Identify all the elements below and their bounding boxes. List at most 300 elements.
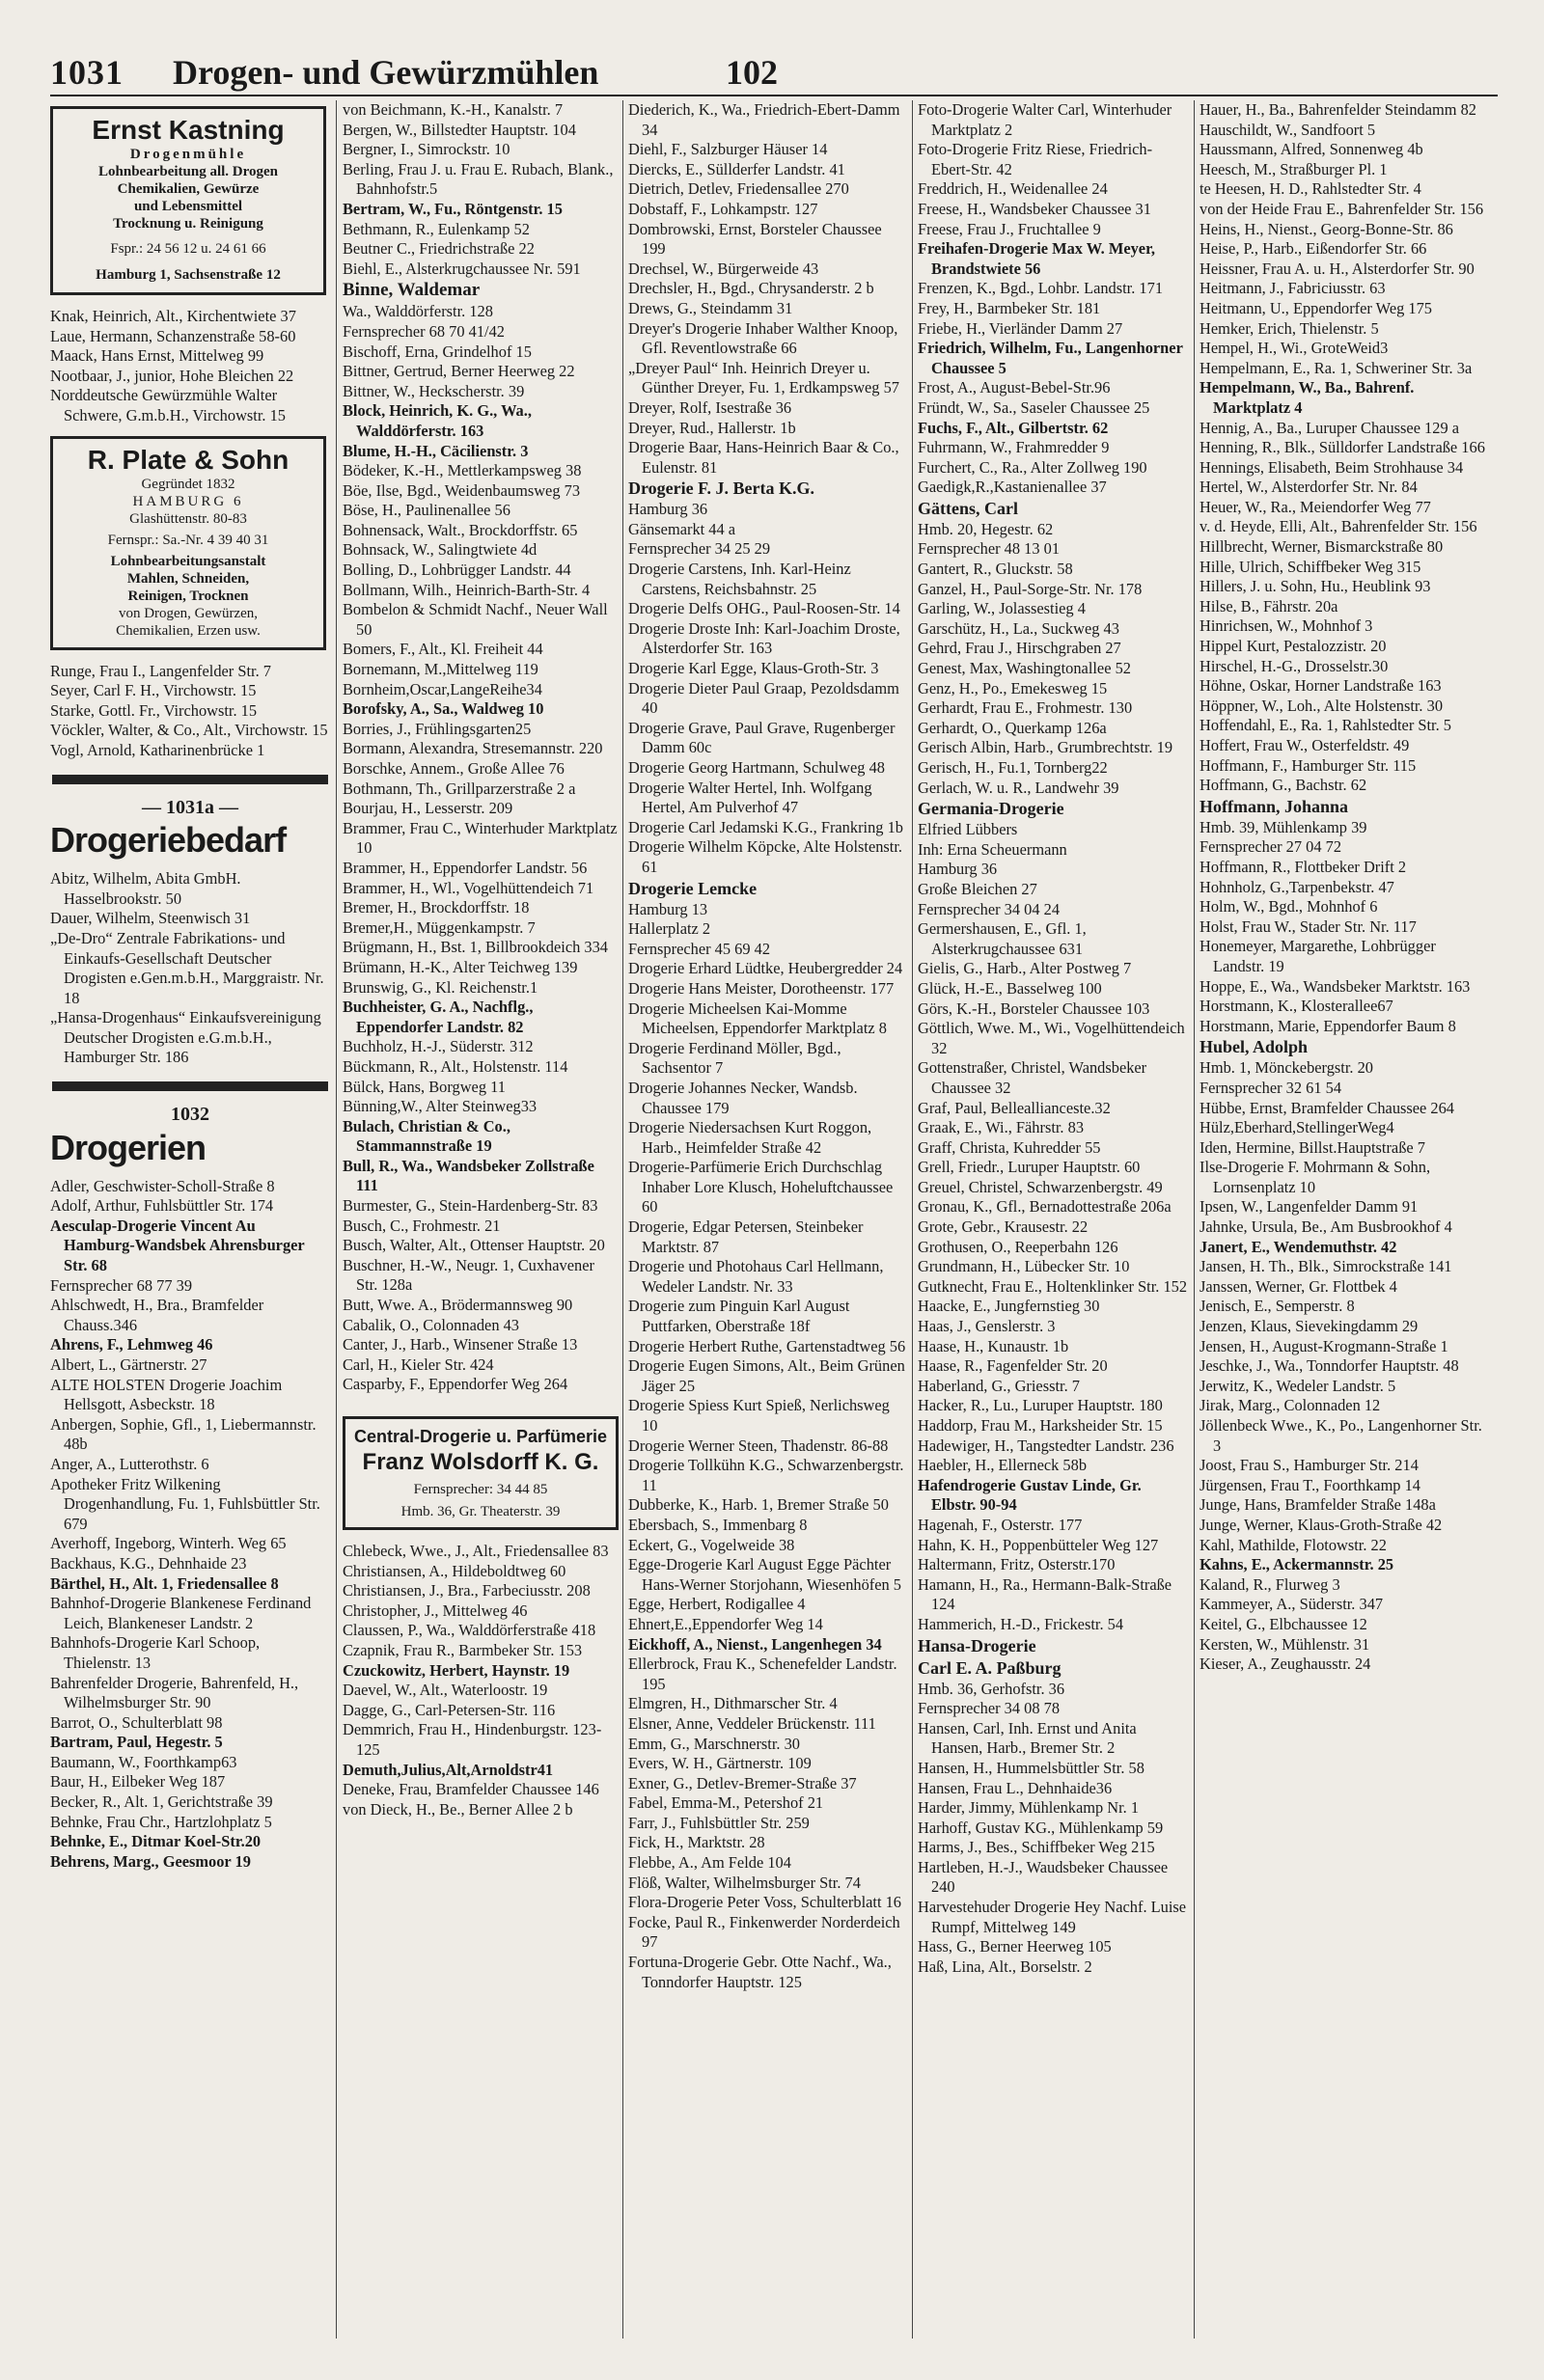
list-item: Drogerie Johannes Necker, Wandsb. Chaussee 179 (628, 1078, 858, 1117)
list-item: Bergen, W., Billstedter Hauptstr. 104 (343, 120, 576, 139)
list-item: Borschke, Annem., Große Allee 76 (343, 759, 565, 778)
list-item: Ganzel, H., Paul-Sorge-Str. Nr. 178 (918, 579, 1143, 598)
list-item: Glück, H.-E., Basselweg 100 (918, 978, 1102, 998)
list-item: Drogerie Karl Egge, Klaus-Groth-Str. 3 (628, 659, 879, 678)
list-item: Hoffmann, G., Bachstr. 62 (1199, 776, 1367, 795)
entry-list-1a (50, 307, 330, 426)
page-number: 102 (726, 53, 778, 92)
list-item: „Dreyer Paul“ Inh. Heinrich Dreyer u. Günther Dreyer, Fu. 1, Erdkampsweg 57 (628, 358, 899, 397)
list-item: Block, Heinrich, K. G., Wa., Walddörferstr. 163 (343, 401, 532, 440)
list-item: Hoffmann, R., Flottbeker Drift 2 (1199, 857, 1407, 876)
list-item: Eickhoff, A., Nienst., Langenhegen 34 (628, 1634, 882, 1654)
list-item: Dubberke, K., Harb. 1, Bremer Straße 50 (628, 1495, 889, 1515)
entry-list-2a (343, 100, 619, 1395)
list-item: Hemker, Erich, Thielenstr. 5 (1199, 318, 1379, 338)
list-item: Kersten, W., Mühlenstr. 31 (1199, 1634, 1370, 1654)
category-number: 1031 (50, 53, 124, 92)
list-item: Hamburg 13 (628, 899, 708, 918)
list-item: Haltermann, Fritz, Osterstr.170 (918, 1555, 1116, 1574)
list-item: Drogerie Lemcke (628, 878, 758, 898)
list-item: v. d. Heyde, Elli, Alt., Bahrenfelder Str. 156 (1199, 517, 1477, 536)
list-item: Hauschildt, W., Sandfoort 5 (1199, 120, 1376, 139)
list-item: Freese, H., Wandsbeker Chaussee 31 (918, 199, 1151, 218)
ad-street: Glashüttenstr. 80-83 (129, 510, 247, 527)
list-item: Hilse, B., Fährstr. 20a (1199, 596, 1338, 616)
list-item: Heitmann, J., Fabriciusstr. 63 (1199, 279, 1386, 298)
list-item: Hippel Kurt, Pestalozzistr. 20 (1199, 637, 1387, 656)
list-item: Starke, Gottl. Fr., Virchowstr. 15 (50, 700, 258, 720)
list-item: Fernsprecher 68 70 41/42 (343, 321, 505, 341)
list-item: Grothusen, O., Reeperbahn 126 (918, 1237, 1118, 1256)
list-item: Genz, H., Po., Emekesweg 15 (918, 678, 1108, 698)
ad-line: und Lebensmittel (133, 199, 243, 214)
ad-phone: Fernspr.: Sa.-Nr. 4 39 40 31 (107, 532, 269, 548)
list-item: Fick, H., Marktstr. 28 (628, 1833, 765, 1852)
list-item: Böse, H., Paulinenallee 56 (343, 501, 510, 520)
list-item: Czapnik, Frau R., Barmbeker Str. 153 (343, 1640, 583, 1659)
list-item: Foto-Drogerie Fritz Riese, Friedrich-Ebert-Str. 42 (918, 140, 1153, 178)
list-item: Elsner, Anne, Veddeler Brückenstr. 111 (628, 1713, 876, 1733)
ad-title: R. Plate & Sohn (87, 444, 290, 475)
list-item: Brammer, H., Wl., Vogelhüttendeich 71 (343, 878, 594, 897)
ad-line: Chemikalien, Gewürze (117, 181, 260, 197)
list-item: Hafendrogerie Gustav Linde, Gr. Elbstr. 90-94 (918, 1475, 1142, 1515)
list-item: Flebbe, A., Am Felde 104 (628, 1853, 791, 1873)
list-item: Haas, J., Genslerstr. 3 (918, 1317, 1056, 1336)
list-item: Apotheker Fritz Wilkening Drogenhandlung, Fu. 1, Fuhlsbüttler Str. 679 (50, 1474, 320, 1533)
ad-line: Mahlen, Schneiden, (126, 570, 250, 587)
list-item: Bothmann, Th., Grillparzerstraße 2 a (343, 779, 576, 798)
list-item: Hennings, Elisabeth, Beim Strohhause 34 (1199, 457, 1464, 477)
list-item: Haacke, E., Jungfernstieg 30 (918, 1297, 1100, 1316)
list-item: Harder, Jimmy, Mühlenkamp Nr. 1 (918, 1798, 1140, 1818)
list-item: Bittner, W., Heckscherstr. 39 (343, 381, 525, 400)
list-item: Freddrich, H., Weidenallee 24 (918, 179, 1108, 199)
list-item: Inh: Erna Scheuermann (918, 839, 1067, 859)
list-item: Höppner, W., Loh., Alte Holstenstr. 30 (1199, 696, 1444, 715)
list-item: Vöckler, Walter, & Co., Alt., Virchowstr. 15 (50, 721, 328, 740)
list-item: Harhoff, Gustav KG., Mühlenkamp 59 (918, 1818, 1164, 1837)
list-item: Bremer, H., Brockdorffstr. 18 (343, 898, 530, 917)
list-item: Böe, Ilse, Bgd., Weidenbaumsweg 73 (343, 480, 581, 500)
list-item: Jerwitz, K., Wedeler Landstr. 5 (1199, 1376, 1396, 1395)
list-item: Bomers, F., Alt., Kl. Freiheit 44 (343, 640, 543, 659)
list-item: Brümann, H.-K., Alter Teichweg 139 (343, 957, 578, 976)
list-item: Graf, Paul, Belleallianceste.32 (918, 1098, 1111, 1117)
list-item: Holm, W., Bgd., Mohnhof 6 (1199, 897, 1378, 916)
list-item: Haussmann, Alfred, Sonnenweg 4b (1199, 140, 1423, 159)
list-item: Hmb. 36, Gerhofstr. 36 (918, 1679, 1065, 1698)
list-item: Runge, Frau I., Langenfelder Str. 7 (50, 661, 271, 680)
list-item: Dagge, G., Carl-Petersen-Str. 116 (343, 1700, 556, 1719)
list-item: Janert, E., Wendemuthstr. 42 (1199, 1237, 1397, 1256)
list-item: Friebe, H., Vierländer Damm 27 (918, 318, 1123, 338)
list-item: Norddeutsche Gewürzmühle Walter Schwere, G.m.b.H., Virchowstr. 15 (50, 386, 286, 424)
section-bar (52, 1081, 328, 1091)
list-item: Butt, Wwe. A., Brödermannsweg 90 (343, 1296, 573, 1315)
list-item: Binne, Waldemar (343, 280, 481, 301)
list-item: Hempelmann, E., Ra. 1, Schweriner Str. 3a (1199, 358, 1473, 377)
entry-list-3 (628, 100, 908, 1992)
list-item: Adolf, Arthur, Fuhlsbüttler Str. 174 (50, 1196, 274, 1216)
ad-line: Chemikalien, Erzen usw. (116, 622, 261, 639)
list-item: Chlebeck, Wwe., J., Alt., Friedensallee 83 (343, 1542, 609, 1560)
entry-list-4 (918, 100, 1190, 1977)
list-item: Drogerie-Parfümerie Erich Durchschlag Inhaber Lore Klusch, Hoheluftchaussee 60 (628, 1158, 894, 1217)
list-item: Haebler, H., Ellerneck 58b (918, 1456, 1088, 1475)
list-item: Joost, Frau S., Hamburger Str. 214 (1199, 1456, 1419, 1475)
list-item: Hansen, Carl, Inh. Ernst und Anita Hansen, Harb., Bremer Str. 2 (918, 1718, 1137, 1758)
list-item: Drogerie zum Pinguin Karl August Puttfarken, Oberstraße 18f (628, 1297, 850, 1336)
list-item: Eckert, G., Vogelweide 38 (628, 1535, 795, 1554)
list-item: Brunswig, G., Kl. Reichenstr.1 (343, 977, 538, 997)
section-number: 1032 (171, 1104, 209, 1126)
list-item: Dreyer's Drogerie Inhaber Walther Knoop, Gfl. Reventlowstraße 66 (628, 318, 898, 358)
list-item: Haase, R., Fagenfelder Str. 20 (918, 1356, 1108, 1376)
list-item: Haberland, G., Griesstr. 7 (918, 1376, 1080, 1395)
list-item: Bohnsack, W., Salingtwiete 4d (343, 540, 538, 560)
list-item: Fernsprecher 48 13 01 (918, 539, 1061, 559)
list-item: Biehl, E., Alsterkrugchaussee Nr. 591 (343, 259, 581, 278)
entry-list-2b (343, 1542, 619, 1819)
list-item: Buchholz, H.-J., Süderstr. 312 (343, 1037, 534, 1056)
list-item: Drogerie Carstens, Inh. Karl-Heinz Carstens, Reichsbahnstr. 25 (628, 560, 851, 598)
list-item: Ebersbach, S., Immenbarg 8 (628, 1515, 808, 1534)
list-item: ALTE HOLSTEN Drogerie Joachim Hellsgott, Asbeckstr. 18 (50, 1375, 283, 1414)
list-item: Fründt, W., Sa., Saseler Chaussee 25 (918, 397, 1150, 417)
list-item: Jenisch, E., Semperstr. 8 (1199, 1297, 1355, 1316)
list-item: Deneke, Frau, Bramfelder Chaussee 146 (343, 1780, 599, 1799)
entry-list-1c (50, 869, 330, 1068)
list-item: Hansen, Frau L., Dehnhaide36 (918, 1778, 1113, 1797)
list-item: Furchert, C., Ra., Alter Zollweg 190 (918, 457, 1147, 477)
list-item: Heesch, M., Straßburger Pl. 1 (1199, 159, 1388, 178)
list-item: Gättens, Carl (918, 498, 1018, 518)
list-item: Maack, Hans Ernst, Mittelweg 99 (50, 346, 264, 366)
list-item: Carl E. A. Paßburg (918, 1657, 1062, 1678)
list-item: Evers, W. H., Gärtnerstr. 109 (628, 1754, 812, 1773)
list-item: von der Heide Frau E., Bahrenfelder Str. 156 (1199, 199, 1484, 218)
list-item: Hmb. 1, Mönckebergstr. 20 (1199, 1058, 1373, 1078)
list-item: Drogerie Spiess Kurt Spieß, Nerlichsweg 10 (628, 1396, 890, 1435)
list-item: Seyer, Carl F. H., Virchowstr. 15 (50, 681, 257, 700)
list-item: Drogerie Delfs OHG., Paul-Roosen-Str. 14 (628, 599, 900, 618)
list-item: Anbergen, Sophie, Gfl., 1, Liebermannstr. 48b (50, 1414, 317, 1454)
list-item: Gerisch Albin, Harb., Grumbrechtstr. 19 (918, 738, 1173, 757)
column-divider (1194, 100, 1195, 2339)
list-item: Drogerie Baar, Hans-Heinrich Baar & Co., Eulenstr. 81 (628, 438, 899, 477)
list-item: Drogerie Dieter Paul Graap, Pezoldsdamm 40 (628, 678, 899, 718)
list-item: Bartram, Paul, Hegestr. 5 (50, 1733, 223, 1752)
list-item: Dreyer, Rud., Hallerstr. 1b (628, 418, 796, 437)
list-item: Focke, Paul R., Finkenwerder Norderdeich 97 (628, 1912, 900, 1952)
list-item: Aesculap-Drogerie Vincent Au Hamburg-Wandsbek Ahrensburger Str. 68 (50, 1216, 305, 1275)
section-number: — 1031a — (142, 796, 238, 818)
list-item: Casparby, F., Eppendorfer Weg 264 (343, 1375, 568, 1394)
ad-phone: Fernsprecher: 34 44 85 (413, 1482, 548, 1497)
list-item: Drogerie Tollkühn K.G., Schwarzenbergstr. 11 (628, 1456, 904, 1494)
entry-list-1d (50, 1177, 330, 1873)
list-item: Hoffmann, F., Hamburger Str. 115 (1199, 755, 1417, 775)
category-title: Drogen- und Gewürzmühlen (173, 53, 599, 92)
list-item: Demmrich, Frau H., Hindenburgstr. 123-125 (343, 1720, 602, 1759)
list-item: Hennig, A., Ba., Luruper Chaussee 129 a (1199, 418, 1460, 437)
column-3 (628, 100, 908, 2348)
list-item: Ahrens, F., Lehmweg 46 (50, 1335, 213, 1354)
list-item: Germershausen, E., Gfl. 1, Alsterkrugchaussee 631 (918, 919, 1087, 958)
list-item: Honemeyer, Margarethe, Lohbrügger Landstr. 19 (1199, 937, 1436, 975)
list-item: Hoffert, Frau W., Osterfeldstr. 49 (1199, 736, 1410, 754)
list-item: Jirak, Marg., Colonnaden 12 (1199, 1396, 1381, 1415)
list-item: Gerlach, W. u. R., Landwehr 39 (918, 778, 1119, 797)
list-item: Nootbaar, J., junior, Hohe Bleichen 22 (50, 366, 294, 385)
list-item: Horstmann, K., Klosterallee67 (1199, 997, 1393, 1016)
list-item: Fabel, Emma-M., Petershof 21 (628, 1793, 824, 1813)
list-item: Dobstaff, F., Lohkampstr. 127 (628, 199, 818, 218)
list-item: Hallerplatz 2 (628, 919, 711, 939)
column-divider (622, 100, 623, 2339)
list-item: Dreyer, Rolf, Isestraße 36 (628, 397, 792, 417)
page-header (50, 48, 1498, 93)
list-item: Kaland, R., Flurweg 3 (1199, 1574, 1340, 1594)
list-item: Beutner C., Friedrichstraße 22 (343, 239, 535, 259)
list-item: Kahl, Mathilde, Flotowstr. 22 (1199, 1535, 1387, 1554)
ad-city: HAMBURG 6 (132, 493, 244, 509)
list-item: Flöß, Walter, Wilhelmsburger Str. 74 (628, 1873, 861, 1892)
ad-line: Central-Drogerie u. Parfümerie (353, 1427, 608, 1446)
list-item: Gänsemarkt 44 a (628, 519, 736, 538)
list-item: Bahrenfelder Drogerie, Bahrenfeld, H., Wilhelmsburger Str. 90 (50, 1673, 299, 1712)
list-item: Keitel, G., Elbchaussee 12 (1199, 1614, 1367, 1633)
list-item: Drogerie Hans Meister, Dorotheenstr. 177 (628, 978, 895, 998)
list-item: Drogerie F. J. Berta K.G. (628, 479, 814, 499)
list-item: Behnke, E., Ditmar Koel-Str.20 (50, 1832, 262, 1851)
column-1 (50, 100, 330, 2348)
list-item: Bergner, I., Simrockstr. 10 (343, 140, 510, 159)
list-item: Hempelmann, W., Ba., Bahrenf. Marktplatz 4 (1199, 378, 1415, 417)
list-item: Harvestehuder Drogerie Hey Nachf. Luise Rumpf, Mittelweg 149 (918, 1898, 1187, 1936)
list-item: Berling, Frau J. u. Frau E. Rubach, Blank., Bahnhofstr.5 (343, 159, 614, 199)
list-item: Haddorp, Frau M., Harksheider Str. 15 (918, 1416, 1163, 1435)
list-item: Gerisch, H., Fu.1, Tornberg22 (918, 758, 1108, 777)
list-item: Hmb. 39, Mühlenkamp 39 (1199, 817, 1367, 836)
list-item: Bünning,W., Alter Steinweg33 (343, 1097, 538, 1116)
list-item: Hamburg 36 (918, 860, 998, 879)
list-item: Fuhrmann, W., Frahmredder 9 (918, 438, 1110, 457)
list-item: Buchheister, G. A., Nachflg., Eppendorfer Landstr. 82 (343, 998, 534, 1036)
list-item: Barrot, O., Schulterblatt 98 (50, 1712, 223, 1732)
list-item: Dauer, Wilhelm, Steenwisch 31 (50, 909, 251, 928)
list-item: Drogerie, Edgar Petersen, Steinbeker Marktstr. 87 (628, 1217, 864, 1256)
column-5 (1199, 100, 1489, 2348)
list-item: Drogerie Micheelsen Kai-Momme Micheelsen, Eppendorfer Marktplatz 8 (628, 999, 887, 1038)
list-item: Hillbrecht, Werner, Bismarckstraße 80 (1199, 537, 1444, 557)
list-item: Borofsky, A., Sa., Waldweg 10 (343, 699, 544, 719)
list-item: Gronau, K., Gfl., Bernadottestraße 206a (918, 1197, 1172, 1217)
list-item: Behrens, Marg., Geesmoor 19 (50, 1851, 251, 1871)
list-item: Hmb. 20, Hegestr. 62 (918, 519, 1054, 538)
list-item: Frost, A., August-Bebel-Str.96 (918, 378, 1111, 397)
list-item: Elmgren, H., Dithmarscher Str. 4 (628, 1694, 838, 1713)
list-item: Flora-Drogerie Peter Voss, Schulterblatt 16 (628, 1893, 901, 1912)
list-item: Hille, Ulrich, Schiffbeker Weg 315 (1199, 557, 1421, 576)
list-item: Henning, R., Blk., Sülldorfer Landstraße 166 (1199, 438, 1485, 457)
list-item: Drogerie Eugen Simons, Alt., Beim Grünen Jäger 25 (628, 1356, 905, 1395)
section-bar (52, 775, 328, 784)
list-item: Ellerbrock, Frau K., Schenefelder Landstr. 195 (628, 1655, 897, 1693)
list-item: Drogerie Walter Hertel, Inh. Wolfgang Hertel, Am Pulverhof 47 (628, 778, 872, 817)
list-item: Gerhardt, Frau E., Frohmestr. 130 (918, 698, 1133, 718)
list-item: Emm, G., Marschnerstr. 30 (628, 1734, 800, 1753)
list-item: Gaedigk,R.,Kastanienallee 37 (918, 478, 1107, 497)
list-item: Holst, Frau W., Stader Str. Nr. 117 (1199, 916, 1417, 936)
list-item: Bärthel, H., Alt. 1, Friedensallee 8 (50, 1573, 279, 1593)
entry-list-5 (1199, 100, 1489, 1675)
ad-phone: Fspr.: 24 56 12 u. 24 61 66 (110, 241, 266, 257)
list-item: Fernsprecher 27 04 72 (1199, 837, 1342, 857)
list-item: Garschütz, H., La., Suckweg 43 (918, 618, 1119, 638)
list-item: Wa., Walddörferstr. 128 (343, 302, 493, 321)
list-item: Drogerie Niedersachsen Kurt Roggon, Harb., Heimfelder Straße 42 (628, 1118, 872, 1157)
list-item: Bulach, Christian & Co., Stammannstraße 19 (343, 1116, 510, 1156)
list-item: Brammer, H., Eppendorfer Landstr. 56 (343, 858, 588, 877)
list-item: Drogerie Droste Inh: Karl-Joachim Droste, Alsterdorfer Str. 163 (628, 618, 900, 658)
list-item: Bourjau, H., Lesserstr. 209 (343, 799, 513, 818)
list-item: Bödeker, K.-H., Mettlerkampsweg 38 (343, 461, 582, 480)
list-item: Göttlich, Wwe. M., Wi., Vogelhüttendeich 32 (918, 1019, 1185, 1057)
list-item: Hillers, J. u. Sohn, Hu., Heublink 93 (1199, 577, 1431, 596)
list-item: Foto-Drogerie Walter Carl, Winterhuder Marktplatz 2 (918, 100, 1172, 139)
list-item: Exner, G., Detlev-Bremer-Straße 37 (628, 1773, 857, 1792)
ad-plate (50, 436, 326, 650)
list-item: Graff, Christa, Kuhredder 55 (918, 1137, 1101, 1157)
list-item: Graak, E., Wi., Fährstr. 83 (918, 1118, 1085, 1137)
list-item: Drogerie Georg Hartmann, Schulweg 48 (628, 758, 885, 777)
list-item: Hülz,Eberhard,StellingerWeg4 (1199, 1118, 1394, 1137)
list-item: Jürgensen, Frau T., Foorthkamp 14 (1199, 1475, 1420, 1494)
list-item: Demuth,Julius,Alt,Arnoldstr41 (343, 1760, 554, 1779)
list-item: Kahns, E., Ackermannstr. 25 (1199, 1555, 1394, 1574)
ad-address: Hmb. 36, Gr. Theaterstr. 39 (400, 1504, 561, 1519)
ad-wolsdorff (343, 1416, 619, 1530)
list-item: Carl, H., Kieler Str. 424 (343, 1354, 494, 1374)
list-item: Anger, A., Lutterothstr. 6 (50, 1454, 209, 1473)
list-item: Hamburg 36 (628, 500, 708, 519)
list-item: Grote, Gebr., Krausestr. 22 (918, 1217, 1089, 1237)
list-item: Heins, H., Nienst., Georg-Bonne-Str. 86 (1199, 219, 1453, 238)
list-item: Jensen, H., August-Krogmann-Straße 1 (1199, 1336, 1448, 1355)
list-item: Dombrowski, Ernst, Borsteler Chaussee 199 (628, 219, 882, 259)
list-item: Drogerie Erhard Lüdtke, Heubergredder 24 (628, 959, 903, 978)
list-item: Görs, K.-H., Borsteler Chaussee 103 (918, 999, 1150, 1018)
list-item: Hertel, W., Alsterdorfer Str. Nr. 84 (1199, 478, 1418, 497)
list-item: Brügmann, H., Bst. 1, Billbrookdeich 334 (343, 938, 608, 957)
list-item: Iden, Hermine, Billst.Hauptstraße 7 (1199, 1137, 1425, 1157)
list-item: Fernsprecher 45 69 42 (628, 939, 771, 958)
list-item: Hahn, K. H., Poppenbütteler Weg 127 (918, 1535, 1159, 1554)
list-item: Baur, H., Eilbeker Weg 187 (50, 1772, 226, 1792)
list-item: Borries, J., Frühlingsgarten25 (343, 719, 532, 738)
list-item: Diercks, E., Süllderfer Landstr. 41 (628, 159, 845, 178)
list-item: Drogerie Wilhelm Köpcke, Alte Holstenstr. 61 (628, 837, 902, 876)
list-item: Hübbe, Ernst, Bramfelder Chaussee 264 (1199, 1098, 1455, 1117)
list-item: Drews, G., Steindamm 31 (628, 298, 793, 317)
ad-line: Reinigen, Trocknen (127, 588, 249, 604)
list-item: Burmester, G., Stein-Hardenberg-Str. 83 (343, 1196, 598, 1216)
ad-founded: Gegründet 1832 (141, 476, 235, 492)
list-item: Bahnhofs-Drogerie Karl Schoop, Thielenstr. 13 (50, 1633, 261, 1672)
list-item: Heissner, Frau A. u. H., Alsterdorfer Str. 90 (1199, 259, 1475, 278)
list-item: Egge-Drogerie Karl August Egge Pächter Hans-Werner Storjohann, Wiesenhöfen 5 (628, 1555, 901, 1594)
list-item: Gottenstraßer, Christel, Wandsbeker Chaussee 32 (918, 1058, 1147, 1097)
list-item: Hauer, H., Ba., Bahrenfelder Steindamm 82 (1199, 100, 1477, 119)
list-item: Bückmann, R., Alt., Holstenstr. 114 (343, 1056, 568, 1076)
list-item: Abitz, Wilhelm, Abita GmbH. Hasselbrookstr. 50 (50, 869, 241, 908)
list-item: te Heesen, H. D., Rahlstedter Str. 4 (1199, 179, 1421, 199)
list-item: Grundmann, H., Lübecker Str. 10 (918, 1257, 1130, 1276)
list-item: Drechsel, W., Bürgerweide 43 (628, 259, 819, 278)
list-item: Elfried Lübbers (918, 820, 1018, 839)
list-item: Bremer,H., Müggenkampstr. 7 (343, 917, 536, 937)
list-item: Bohnensack, Walt., Brockdorffstr. 65 (343, 520, 578, 539)
list-item: Greuel, Christel, Schwarzenbergstr. 49 (918, 1177, 1163, 1196)
list-item: Bormann, Alexandra, Stresemannstr. 220 (343, 739, 603, 758)
list-item: Jahnke, Ursula, Be., Am Busbrookhof 4 (1199, 1217, 1452, 1237)
ad-line: Lohnbearbeitungsanstalt (110, 553, 266, 569)
list-item: Brammer, Frau C., Winterhuder Marktplatz 10 (343, 818, 618, 858)
list-item: Gantert, R., Gluckstr. 58 (918, 560, 1073, 579)
list-item: Hass, G., Berner Heerweg 105 (918, 1937, 1112, 1956)
ad-address: Hamburg 1, Sachsenstraße 12 (96, 267, 281, 283)
list-item: Junge, Werner, Klaus-Groth-Straße 42 (1199, 1515, 1443, 1534)
list-item: Germania-Drogerie (918, 799, 1064, 819)
list-item: Haß, Lina, Alt., Borselstr. 2 (918, 1956, 1092, 1976)
list-item: Bülck, Hans, Borgweg 11 (343, 1077, 506, 1096)
list-item: Gutknecht, Frau E., Holtenklinker Str. 152 (918, 1276, 1188, 1296)
ad-line: Lohnbearbeitung all. Drogen (98, 164, 278, 179)
ad-line: Drogenmühle (129, 147, 247, 162)
list-item: Genest, Max, Washingtonallee 52 (918, 659, 1131, 678)
list-item: Bull, R., Wa., Wandsbeker Zollstraße 111 (343, 1156, 594, 1195)
list-item: Hinrichsen, W., Mohnhof 3 (1199, 616, 1373, 636)
list-item: Heise, P., Harb., Eißendorfer Str. 66 (1199, 239, 1427, 259)
list-item: Bollmann, Wilh., Heinrich-Barth-Str. 4 (343, 580, 591, 599)
list-item: von Beichmann, K.-H., Kanalstr. 7 (343, 100, 564, 119)
list-item: Bombelon & Schmidt Nachf., Neuer Wall 50 (343, 600, 608, 639)
list-item: Friedrich, Wilhelm, Fu., Langenhorner Chaussee 5 (918, 339, 1183, 377)
list-item: Hagenah, F., Osterstr. 177 (918, 1515, 1083, 1534)
list-item: Freese, Frau J., Fruchtallee 9 (918, 219, 1101, 238)
list-item: Diehl, F., Salzburger Häuser 14 (628, 140, 828, 159)
list-item: Hohnholz, G.,Tarpenbekstr. 47 (1199, 877, 1394, 896)
list-item: „De-Dro“ Zentrale Fabrikations- und Einkaufs-Gesellschaft Deutscher Drogisten e.Gen.m.b.H., Marggraistr. Nr. 18 (50, 928, 324, 1007)
list-item: Heuer, W., Ra., Meiendorfer Weg 77 (1199, 497, 1431, 516)
list-item: Fernsprecher 34 04 24 (918, 899, 1061, 918)
list-item: Hacker, R., Lu., Luruper Hauptstr. 180 (918, 1396, 1163, 1415)
list-item: Hoffendahl, E., Ra. 1, Rahlstedter Str. 5 (1199, 716, 1451, 735)
section-title: Drogeriebedarf (50, 820, 287, 861)
list-item: Bertram, W., Fu., Röntgenstr. 15 (343, 199, 563, 218)
list-item: Averhoff, Ingeborg, Winterh. Weg 65 (50, 1534, 287, 1553)
list-item: Jeschke, J., Wa., Tonndorfer Hauptstr. 48 (1199, 1356, 1459, 1376)
list-item: Freihafen-Drogerie Max W. Meyer, Brandstwiete 56 (918, 239, 1155, 278)
list-item: Frenzen, K., Bgd., Lohbr. Landstr. 171 (918, 279, 1164, 298)
list-item: Bethmann, R., Eulenkamp 52 (343, 219, 530, 238)
list-item: Fuchs, F., Alt., Gilbertstr. 62 (918, 418, 1109, 437)
list-item: Bittner, Gertrud, Berner Heerweg 22 (343, 362, 575, 381)
list-item: Hempel, H., Wi., GroteWeid3 (1199, 339, 1389, 358)
list-item: Claussen, P., Wa., Walddörferstraße 418 (343, 1621, 596, 1640)
